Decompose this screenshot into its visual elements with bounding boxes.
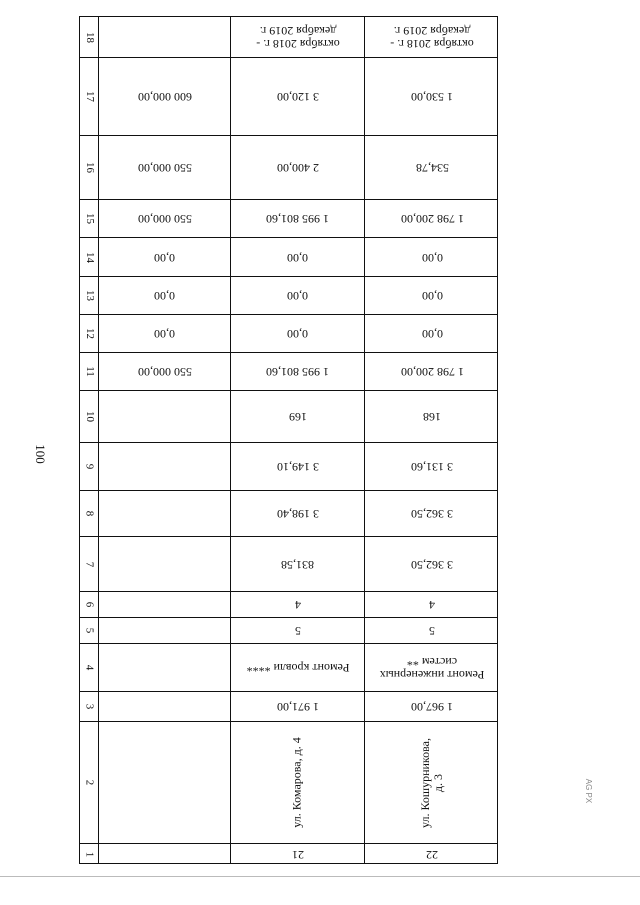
table-row <box>80 276 497 314</box>
blank-row-cell <box>98 491 230 536</box>
row-21-cell: 3 198,40 <box>230 491 364 536</box>
column-number-cell: 13 <box>83 290 96 301</box>
blank-row-cell: 0,00 <box>98 277 230 314</box>
table-row <box>80 442 497 490</box>
page-bottom-rule <box>0 876 640 877</box>
row-22-cell: 3 362,50 <box>364 537 499 591</box>
column-number-cell: 3 <box>83 703 96 710</box>
table-row <box>80 691 497 721</box>
row-21-cell: 5 <box>230 618 364 643</box>
row-21-cell: 3 120,00 <box>230 58 364 135</box>
column-number-cell: 6 <box>83 601 96 608</box>
table-row <box>80 17 497 57</box>
row-21-cell: ул. Комарова, д. 4 <box>230 722 364 843</box>
table-row <box>80 390 497 442</box>
column-number-cell: 14 <box>83 251 96 263</box>
table-row <box>80 135 497 199</box>
table-row <box>80 57 497 135</box>
table-row <box>80 536 497 591</box>
column-number-cell: 12 <box>83 328 96 339</box>
row-21-cell: 21 <box>230 844 364 864</box>
table-row <box>80 617 497 643</box>
page-number: 100 <box>33 444 48 464</box>
row-21-cell: 0,00 <box>230 277 364 314</box>
row-21-cell: октября 2018 г. - декабря 2019 г. <box>230 17 364 57</box>
row-21-cell: 3 149,10 <box>230 443 364 490</box>
table-row <box>80 490 497 536</box>
row-21-cell: 1 995 801,60 <box>230 353 364 390</box>
table-row <box>80 721 497 843</box>
column-number-cell: 18 <box>83 31 96 43</box>
blank-row-cell <box>98 17 230 57</box>
blank-row-cell <box>98 844 230 864</box>
column-number-cell: 16 <box>83 162 96 173</box>
column-number-cell: 9 <box>83 463 96 470</box>
row-22-cell: 0,00 <box>364 315 499 352</box>
row-21-cell: 4 <box>230 592 364 617</box>
column-number-cell: 11 <box>83 366 96 377</box>
row-21-cell: 2 400,00 <box>230 136 364 199</box>
blank-row-cell <box>98 443 230 490</box>
table-row <box>80 843 497 864</box>
row-22-cell: 1 530,00 <box>364 58 499 135</box>
table-row <box>80 237 497 276</box>
row-22-cell: Ремонт инженерных систем ** <box>364 644 499 691</box>
row-22-cell: 0,00 <box>364 238 499 276</box>
row-21-cell: Ремонт кровли **** <box>230 644 364 691</box>
blank-row-cell <box>98 391 230 442</box>
blank-row-cell <box>98 722 230 843</box>
row-21-cell: 1 995 801,60 <box>230 200 364 237</box>
blank-row-cell <box>98 537 230 591</box>
blank-row-cell: 0,00 <box>98 315 230 352</box>
row-22-cell: 5 <box>364 618 499 643</box>
row-22-cell: 1 798 200,00 <box>364 353 499 390</box>
row-22-cell: 3 362,50 <box>364 491 499 536</box>
blank-row-cell: 550 000,00 <box>98 136 230 199</box>
row-22-cell: 22 <box>364 844 499 864</box>
column-number-cell: 15 <box>83 213 96 224</box>
row-21-cell: 0,00 <box>230 238 364 276</box>
row-22-cell: октября 2018 г. - декабря 2019 г. <box>364 17 499 57</box>
row-21-cell: 1 971,00 <box>230 692 364 721</box>
blank-row-cell <box>98 592 230 617</box>
column-number-cell: 7 <box>83 561 96 567</box>
data-table <box>79 16 498 864</box>
column-number-cell: 2 <box>83 779 96 786</box>
row-21-cell: 169 <box>230 391 364 442</box>
blank-row-cell: 0,00 <box>98 238 230 276</box>
column-number-cell: 4 <box>83 664 96 671</box>
column-number-cell: 17 <box>83 91 96 102</box>
blank-row-cell <box>98 644 230 691</box>
row-22-cell: 4 <box>364 592 499 617</box>
blank-row-cell: 600 000,00 <box>98 58 230 135</box>
blank-row-cell: 550 000,00 <box>98 353 230 390</box>
table-row <box>80 591 497 617</box>
column-number-cell: 1 <box>83 851 96 857</box>
row-22-cell: 534,78 <box>364 136 499 199</box>
row-22-cell: 168 <box>364 391 499 442</box>
table-row <box>80 643 497 691</box>
row-22-cell: 1 967,00 <box>364 692 499 721</box>
blank-row-cell <box>98 692 230 721</box>
row-21-cell: 0,00 <box>230 315 364 352</box>
blank-row-cell <box>98 618 230 643</box>
table-row <box>80 314 497 352</box>
blank-row-cell: 550 000,00 <box>98 200 230 237</box>
row-22-cell: 0,00 <box>364 277 499 314</box>
footer-mark: AG PX <box>584 778 593 804</box>
column-number-cell: 10 <box>83 411 96 422</box>
row-21-cell: 831,58 <box>230 537 364 591</box>
table-row <box>80 352 497 390</box>
row-22-cell: ул. Кошурникова, д. 3 <box>364 722 499 843</box>
table-row <box>80 199 497 237</box>
column-number-cell: 5 <box>83 627 96 634</box>
column-number-cell: 8 <box>83 510 96 517</box>
row-22-cell: 1 798 200,00 <box>364 200 499 237</box>
row-22-cell: 3 131,60 <box>364 443 499 490</box>
